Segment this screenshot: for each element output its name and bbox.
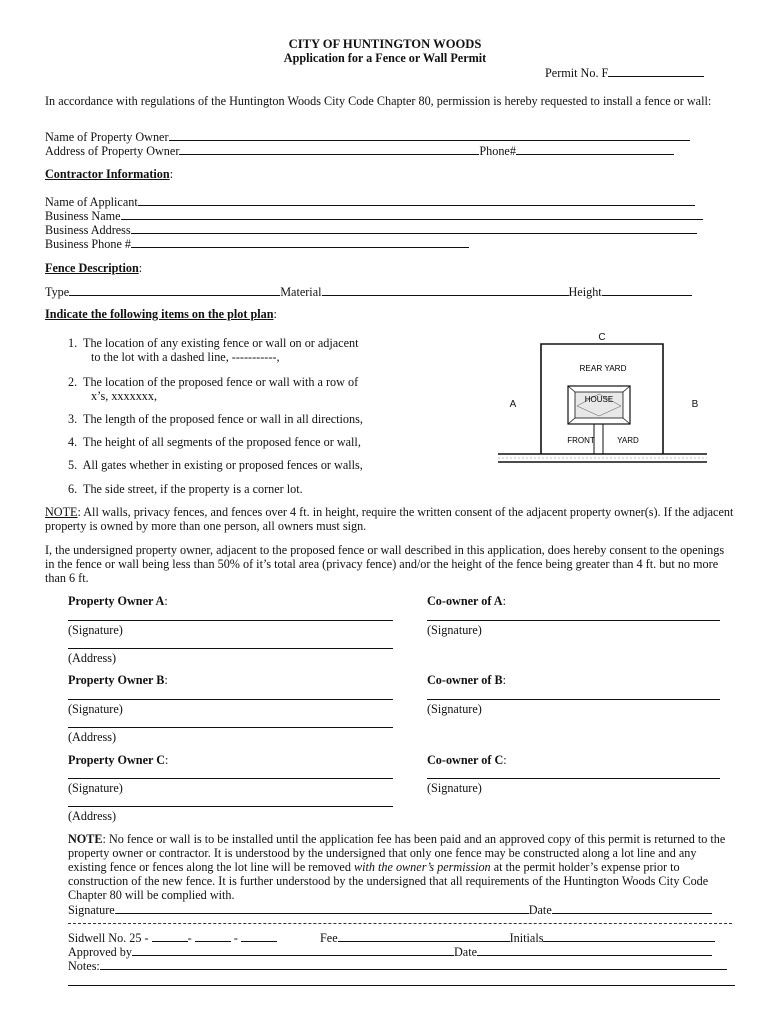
fence-heading-text: Fence Description xyxy=(45,261,139,275)
plot-item-text: The location of any existing fence or wall on or adjacent xyxy=(83,336,359,350)
owner-b-text: Property Owner B xyxy=(68,673,165,687)
plot-item-number: 2. xyxy=(68,375,78,389)
fee-blank[interactable] xyxy=(338,931,510,942)
co-owner-a-text: Co-owner of A xyxy=(427,594,503,608)
co-owner-a-label xyxy=(427,594,506,608)
business-address-label: Business Address xyxy=(45,223,131,237)
fence-type-label: Type xyxy=(45,285,70,299)
contractor-heading-text: Contractor Information xyxy=(45,167,170,181)
plot-item-1-cont: to the lot with a dashed line, -----------, xyxy=(91,350,280,364)
co-owner-a-signature-line[interactable] xyxy=(427,620,720,621)
business-address-blank[interactable] xyxy=(131,223,697,234)
owner-a-address-caption: (Address) xyxy=(68,651,117,665)
plot-item-4 xyxy=(68,435,361,449)
owner-address-label: Address of Property Owner xyxy=(45,144,180,158)
owner-b-address-line[interactable] xyxy=(68,727,393,728)
note2-italic: with the owner’s permission xyxy=(353,860,491,874)
plot-plan-diagram xyxy=(495,326,710,470)
owner-phone-label: Phone# xyxy=(479,144,516,158)
business-address-field[interactable] xyxy=(45,223,697,237)
owner-c-address-caption: (Address) xyxy=(68,809,117,823)
fence-material-blank[interactable] xyxy=(322,285,569,296)
sidwell-dash-2: - xyxy=(233,931,238,945)
consent-paragraph: I, the undersigned property owner, adjacent to the proposed fence or wall described in this application, does hereby consent to the openings in the fence or wall being less than 50% of it’s total area (privacy fence) and/or the height of the fence being greater than 4 ft. but no more than 6 ft. xyxy=(45,543,725,585)
owner-c-text: Property Owner C xyxy=(68,753,166,767)
initials-label: Initials xyxy=(509,931,544,945)
owner-name-label: Name of Property Owner xyxy=(45,130,169,144)
owner-c-signature-line[interactable] xyxy=(68,778,393,779)
plot-item-text: The height of all segments of the proposed fence or wall, xyxy=(83,435,361,449)
owner-b-signature-caption: (Signature) xyxy=(68,702,123,716)
applicant-name-label: Name of Applicant xyxy=(45,195,138,209)
approved-date-blank[interactable] xyxy=(477,945,712,956)
house-icon xyxy=(568,386,630,424)
business-name-blank[interactable] xyxy=(121,209,703,220)
business-phone-field[interactable] xyxy=(45,237,469,251)
fence-description-heading xyxy=(45,261,142,275)
owner-c-signature-caption: (Signature) xyxy=(68,781,123,795)
permit-number-label: Permit No. F xyxy=(545,66,609,80)
owner-a-signature-line[interactable] xyxy=(68,620,393,621)
co-owner-c-label xyxy=(427,753,507,767)
owner-a-address-line[interactable] xyxy=(68,648,393,649)
diagram-label-c: C xyxy=(598,332,606,343)
plot-item-number: 5. xyxy=(68,458,78,472)
plot-item-1 xyxy=(68,336,358,350)
plot-heading-colon: : xyxy=(273,307,277,321)
owner-a-text: Property Owner A xyxy=(68,594,165,608)
plot-item-2 xyxy=(68,375,358,389)
approved-date-label: Date xyxy=(453,945,477,959)
rear-yard-label: REAR YARD xyxy=(579,364,627,373)
co-owner-b-label xyxy=(427,673,506,687)
fence-heading-colon: : xyxy=(138,261,143,275)
signature-date-blank[interactable] xyxy=(552,903,712,914)
owner-c-address-line[interactable] xyxy=(68,806,393,807)
plot-item-text: The location of the proposed fence or wall with a row of xyxy=(83,375,359,389)
business-phone-blank[interactable] xyxy=(131,237,469,248)
notes-row[interactable] xyxy=(68,959,727,973)
approved-by-blank[interactable] xyxy=(132,945,454,956)
owner-c-colon: : xyxy=(165,753,169,767)
note-text: : All walls, privacy fences, and fences over 4 ft. in height, require the written consent of the adjacent property owner(s). If the adjacent property is owned by more than one person, all owners must sign. xyxy=(45,505,734,533)
owner-a-colon: : xyxy=(164,594,168,608)
contractor-heading xyxy=(45,167,173,181)
owner-b-signature-line[interactable] xyxy=(68,699,393,700)
approved-by-row[interactable] xyxy=(68,945,712,959)
note-installation xyxy=(68,832,736,902)
plot-item-number: 4. xyxy=(68,435,78,449)
plot-item-number: 1. xyxy=(68,336,78,350)
owner-a-signature-caption: (Signature) xyxy=(68,623,123,637)
fence-material-label: Material xyxy=(280,285,322,299)
co-owner-c-text: Co-owner of C xyxy=(427,753,504,767)
approved-by-label: Approved by xyxy=(68,945,132,959)
plot-item-text: All gates whether in existing or proposed fences or walls, xyxy=(82,458,363,472)
note2-text-1: : No fence or wall is to be installed until the application fee has been paid and an approved copy of this permit is returned to the property owner or contractor. It is understood by the undersigned that only one fence may be constructed along a lot line and any existing fence or fences along the lot line will be removed xyxy=(68,832,726,874)
co-owner-b-text: Co-owner of B xyxy=(427,673,503,687)
plot-item-5 xyxy=(68,458,363,472)
plot-item-3 xyxy=(68,412,363,426)
plot-item-6 xyxy=(68,482,303,496)
diagram-label-b: B xyxy=(691,399,699,410)
fee-field[interactable] xyxy=(320,931,715,945)
form-title: Application for a Fence or Wall Permit xyxy=(283,51,487,65)
owner-b-address-caption: (Address) xyxy=(68,730,117,744)
plot-plan-heading xyxy=(45,307,277,321)
office-use-separator xyxy=(68,923,732,924)
fence-type-blank[interactable] xyxy=(69,285,280,296)
owner-address-field[interactable] xyxy=(45,144,674,158)
notes-blank-1[interactable] xyxy=(100,959,727,970)
plot-item-number: 3. xyxy=(68,412,78,426)
note-privacy-fences xyxy=(45,505,735,533)
co-owner-a-signature-caption: (Signature) xyxy=(427,623,482,637)
note2-text-2: at the permit holder’s expense prior to construction of the new fence. It is further understood by the undersigned that all requirements of the Huntington Woods City Code Chapter 80 will be complied with. xyxy=(68,860,709,902)
applicant-signature-row[interactable] xyxy=(68,903,712,917)
plot-item-2-cont: x’s, xxxxxxx, xyxy=(91,389,158,403)
co-owner-c-colon: : xyxy=(503,753,507,767)
property-owner-b-label xyxy=(68,673,168,687)
owner-b-colon: : xyxy=(164,673,168,687)
sidwell-dash-1: - xyxy=(187,931,192,945)
house-label: HOUSE xyxy=(584,395,614,404)
sidwell-label: Sidwell No. 25 - xyxy=(68,931,149,945)
signature-label: Signature xyxy=(68,903,115,917)
co-owner-c-signature-caption: (Signature) xyxy=(427,781,482,795)
city-heading: CITY OF HUNTINGTON WOODS xyxy=(288,37,482,51)
front-label: FRONT xyxy=(567,436,595,445)
signature-date-label: Date xyxy=(528,903,552,917)
sidwell-part-3[interactable] xyxy=(241,931,277,942)
permit-number-field[interactable] xyxy=(545,66,704,80)
applicant-name-field[interactable] xyxy=(45,195,695,209)
fence-type-row[interactable] xyxy=(45,285,692,299)
applicant-name-blank[interactable] xyxy=(138,195,695,206)
sidwell-row[interactable] xyxy=(68,931,277,945)
intro-text: In accordance with regulations of the Huntington Woods City Code Chapter 80, permission is hereby requested to install a fence or wall: xyxy=(45,94,712,108)
co-owner-c-signature-line[interactable] xyxy=(427,778,720,779)
notes-blank-2[interactable] xyxy=(68,985,735,986)
fence-height-label: Height xyxy=(568,285,602,299)
note2-label: NOTE xyxy=(68,832,103,846)
owner-name-blank[interactable] xyxy=(169,130,690,141)
property-owner-c-label xyxy=(68,753,168,767)
plot-heading-text: Indicate the following items on the plot plan xyxy=(45,307,274,321)
business-phone-label: Business Phone # xyxy=(45,237,131,251)
co-owner-a-colon: : xyxy=(502,594,506,608)
co-owner-b-signature-caption: (Signature) xyxy=(427,702,482,716)
sidwell-part-2[interactable] xyxy=(195,931,231,942)
notes-label: Notes: xyxy=(68,959,100,973)
signature-blank[interactable] xyxy=(115,903,529,914)
co-owner-b-colon: : xyxy=(502,673,506,687)
plot-item-number: 6. xyxy=(68,482,78,496)
owner-address-blank[interactable] xyxy=(179,144,479,155)
plot-item-text: The side street, if the property is a corner lot. xyxy=(83,482,303,496)
fence-height-blank[interactable] xyxy=(602,285,692,296)
yard-label: YARD xyxy=(617,436,639,445)
note-label: NOTE xyxy=(45,505,78,519)
permit-number-blank[interactable] xyxy=(608,66,704,77)
business-name-label: Business Name xyxy=(45,209,121,223)
sidwell-part-1[interactable] xyxy=(152,931,188,942)
business-name-field[interactable] xyxy=(45,209,703,223)
initials-blank[interactable] xyxy=(543,931,715,942)
fee-label: Fee xyxy=(320,931,338,945)
property-owner-a-label xyxy=(68,594,168,608)
diagram-label-a: A xyxy=(509,399,517,410)
owner-phone-blank[interactable] xyxy=(516,144,674,155)
owner-name-field[interactable] xyxy=(45,130,690,144)
contractor-heading-colon: : xyxy=(169,167,174,181)
plot-item-text: The length of the proposed fence or wall in all directions, xyxy=(83,412,363,426)
co-owner-b-signature-line[interactable] xyxy=(427,699,720,700)
